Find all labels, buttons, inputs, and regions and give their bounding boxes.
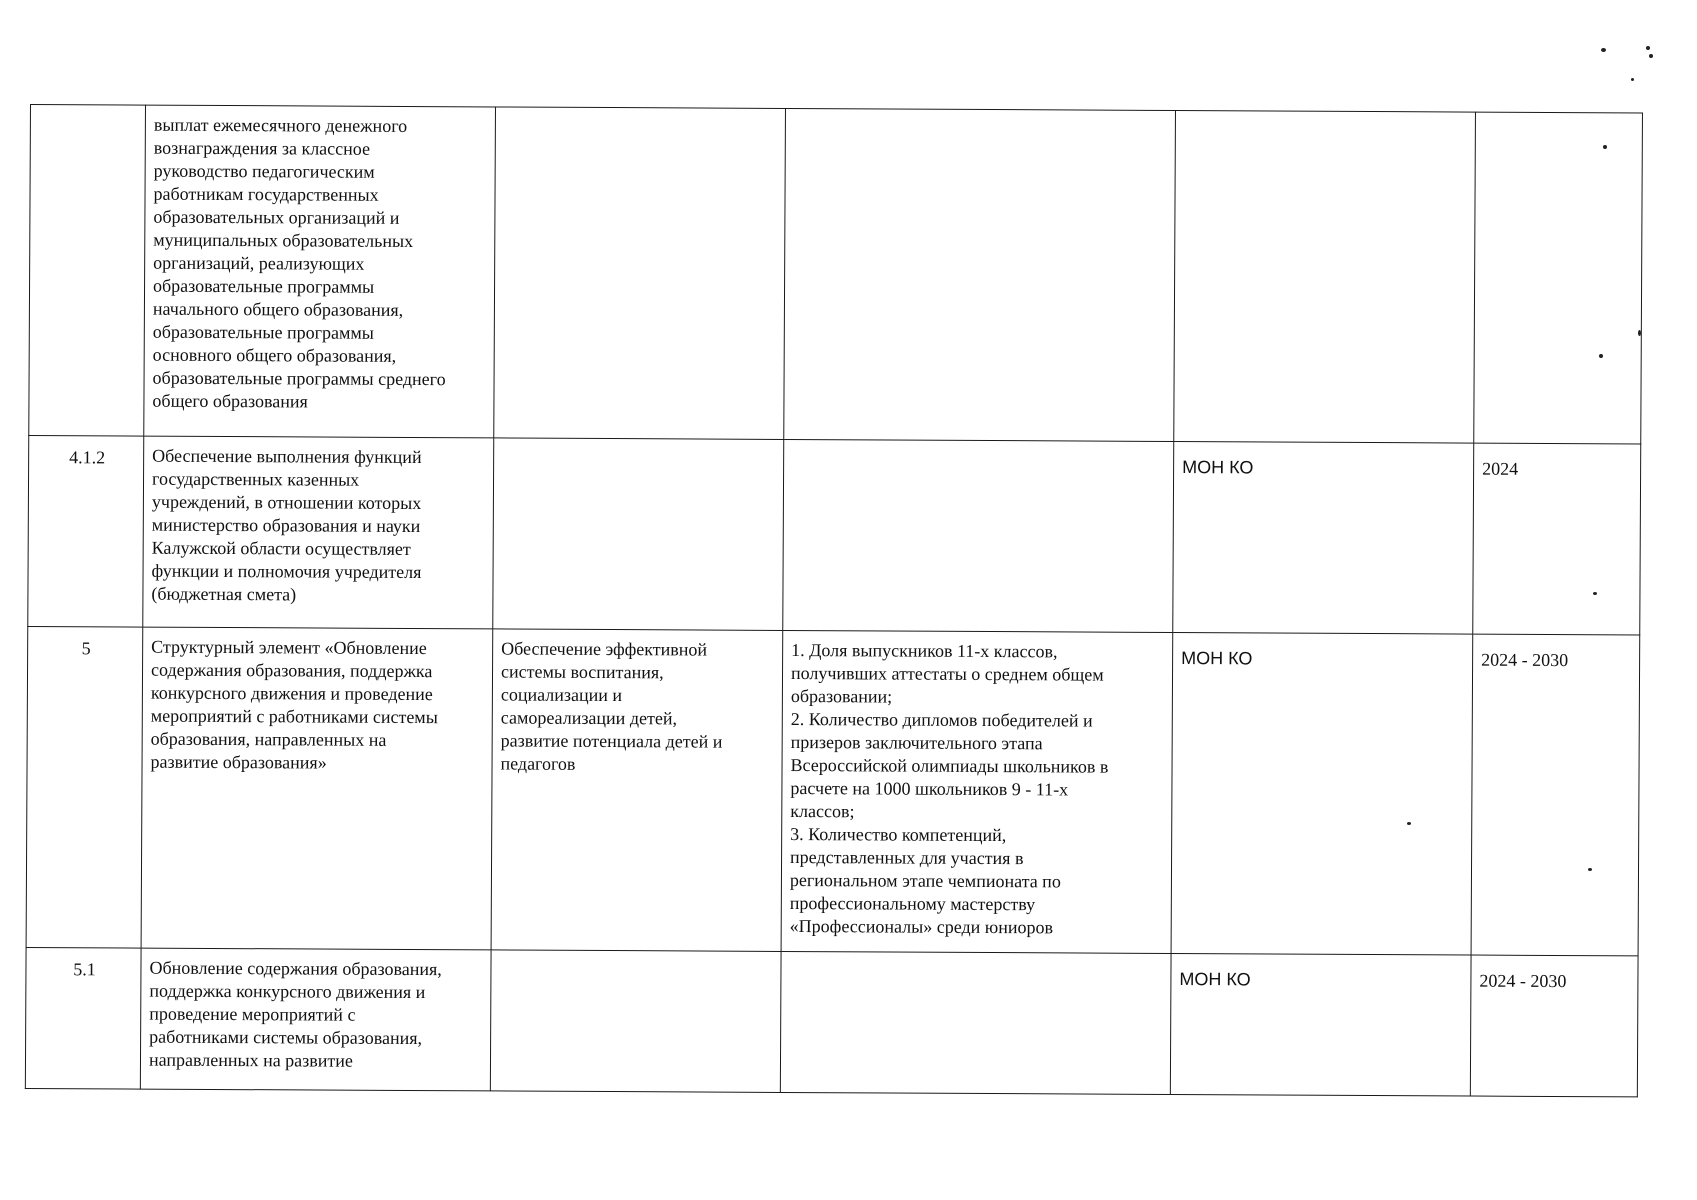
period-cell [1474, 112, 1643, 444]
task-cell [490, 950, 781, 1093]
scan-speck [1603, 145, 1607, 149]
table-row [26, 626, 1640, 955]
scan-speck [1588, 868, 1592, 871]
measure-name: Структурный элемент «Обновление содержания образования, поддержка конкурсного движения и проведение мероприятий с работниками системы образования, направленных на развитие образования» [141, 627, 493, 950]
table-row [25, 947, 1638, 1096]
plan-table [25, 104, 1643, 1097]
measure-name: Обеспечение выполнения функций государственных казенных учреждений, в отношении которых министерство образования и науки Калужской области осуществляет функции и полномочия учредителя (бюджетная смета) [143, 436, 494, 629]
table-row [29, 105, 1643, 444]
responsible-cell: МОН КО [1170, 953, 1471, 1096]
row-number [29, 105, 146, 437]
indicators-cell [784, 108, 1176, 441]
measure-name: выплат ежемесячного денежного вознаграждения за классное руководство педагогическим работникам государственных образовательных организаций и муниципальных образовательных организаций, реализующих образовательные программы начального общего образования, образовательные программы основного общего образования, образовательные программы среднего общего образования [144, 105, 496, 438]
task-cell [494, 107, 786, 440]
indicators-cell [780, 951, 1171, 1094]
scan-speck [1601, 48, 1606, 52]
scan-speck [1599, 354, 1603, 358]
period-cell: 2024 - 2030 [1470, 955, 1638, 1097]
row-number: 5.1 [25, 947, 141, 1089]
task-cell [493, 438, 784, 631]
period-cell: 2024 [1473, 443, 1641, 635]
row-number: 5 [26, 626, 143, 948]
measure-name: Обновление содержания образования, поддержка конкурсного движения и проведение мероприятий с работниками системы образования, направленных на развитие [140, 948, 491, 1091]
task-cell: Обеспечение эффективной системы воспитания, социализации и самореализации детей, развитие потенциала детей и педагогов [491, 629, 783, 952]
scan-speck [1649, 54, 1653, 58]
responsible-cell [1174, 110, 1476, 443]
indicators-cell [783, 439, 1174, 632]
table-row [28, 435, 1641, 634]
scan-speck [1631, 78, 1634, 81]
indicators-cell: 1. Доля выпускников 11-х классов, получивших аттестаты о среднем общем образовании; 2. Количество дипломов победителей и призеров заключительного этапа Всероссийской олимпиады школьников в расчете на 1000 школьников 9 - 11-х классов; 3. Количество компетенций, представленных для участия в региональном этапе чемпионата по профессиональному мастерству «Профессионалы» среди юниоров [781, 630, 1173, 953]
responsible-cell: МОН КО [1171, 632, 1473, 955]
row-number: 4.1.2 [28, 435, 144, 627]
period-cell: 2024 - 2030 [1471, 634, 1640, 956]
responsible-cell: МОН КО [1173, 441, 1474, 634]
scan-speck [1638, 330, 1641, 336]
scan-speck [1646, 46, 1650, 50]
scan-speck [1593, 592, 1597, 595]
scan-speck [1407, 822, 1411, 825]
